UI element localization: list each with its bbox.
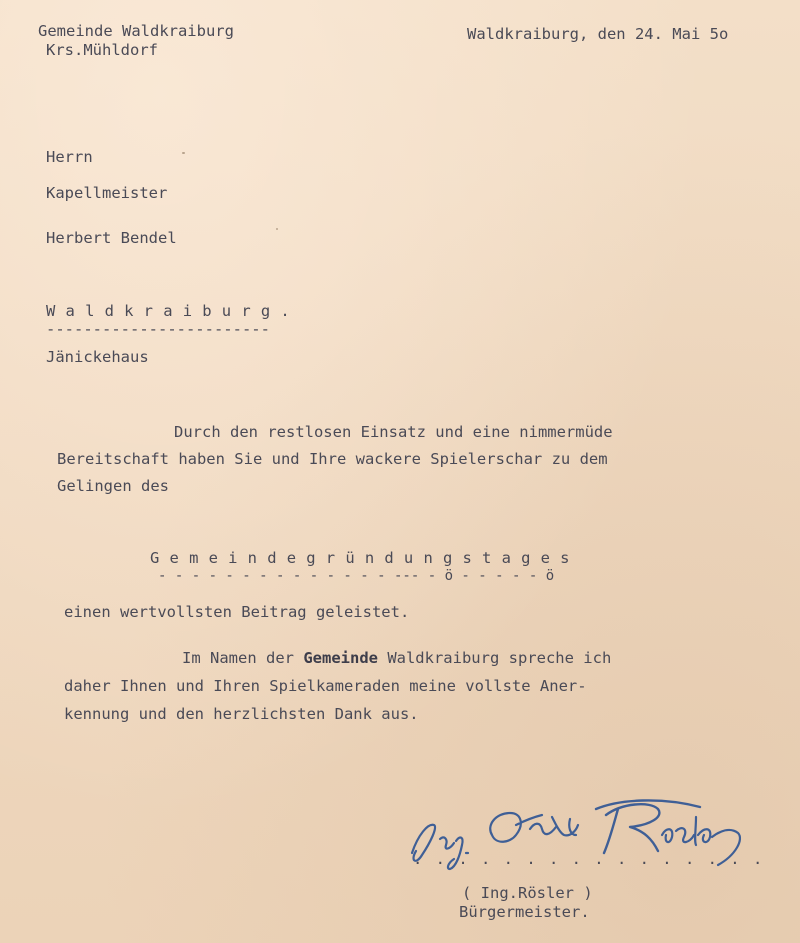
signature-dotted-line: . . . . . . . . . . . . . . . . [413, 850, 765, 868]
body-para1-line1: Durch den restlosen Einsatz und eine nimmermüde [174, 423, 613, 441]
body-para2-line1 [182, 651, 611, 667]
recipient-building: Jänickehaus [46, 348, 149, 366]
signature-r-stroke [596, 800, 700, 853]
body-para1-line4: einen wertvollsten Beitrag geleistet. [64, 603, 410, 621]
event-name: Gemeindegründungstages [150, 549, 580, 567]
sender-municipality: Gemeinde Waldkraiburg [38, 22, 234, 40]
place-date: Waldkraiburg, den 24. Mai 5o [467, 25, 729, 43]
body-para2-line1-end: Waldkraiburg spreche ich [377, 649, 612, 667]
signatory-role: Bürgermeister. [459, 903, 590, 921]
recipient-salutation: Herrn [46, 148, 93, 166]
body-para2-line1-bold: Gemeinde [303, 649, 378, 667]
paper-speck [276, 228, 278, 230]
paper-speck [182, 152, 185, 154]
signatory-name: ( Ing.Rösler ) [462, 884, 593, 902]
body-para2-line3: kennung und den herzlichsten Dank aus. [64, 705, 419, 723]
body-para2-line2: daher Ihnen und Ihren Spielkameraden meine vollste Aner- [64, 677, 587, 695]
body-para1-line3: Gelingen des [57, 477, 169, 495]
recipient-name: Herbert Bendel [46, 229, 177, 247]
recipient-title: Kapellmeister [46, 184, 168, 202]
body-para2-line1-start: Im Namen der [182, 649, 304, 667]
sender-district: Krs.Mühldorf [46, 41, 158, 59]
event-underline: - - - - - - - - - - - - - - --- - ö - - - - - ö [158, 568, 555, 584]
recipient-city-underline: ------------------------ [46, 320, 270, 338]
recipient-city: Waldkraiburg. [46, 302, 300, 320]
signature-first-name-stroke [490, 813, 578, 842]
body-para1-line2: Bereitschaft haben Sie und Ihre wackere Spielerschar zu dem [57, 450, 608, 468]
